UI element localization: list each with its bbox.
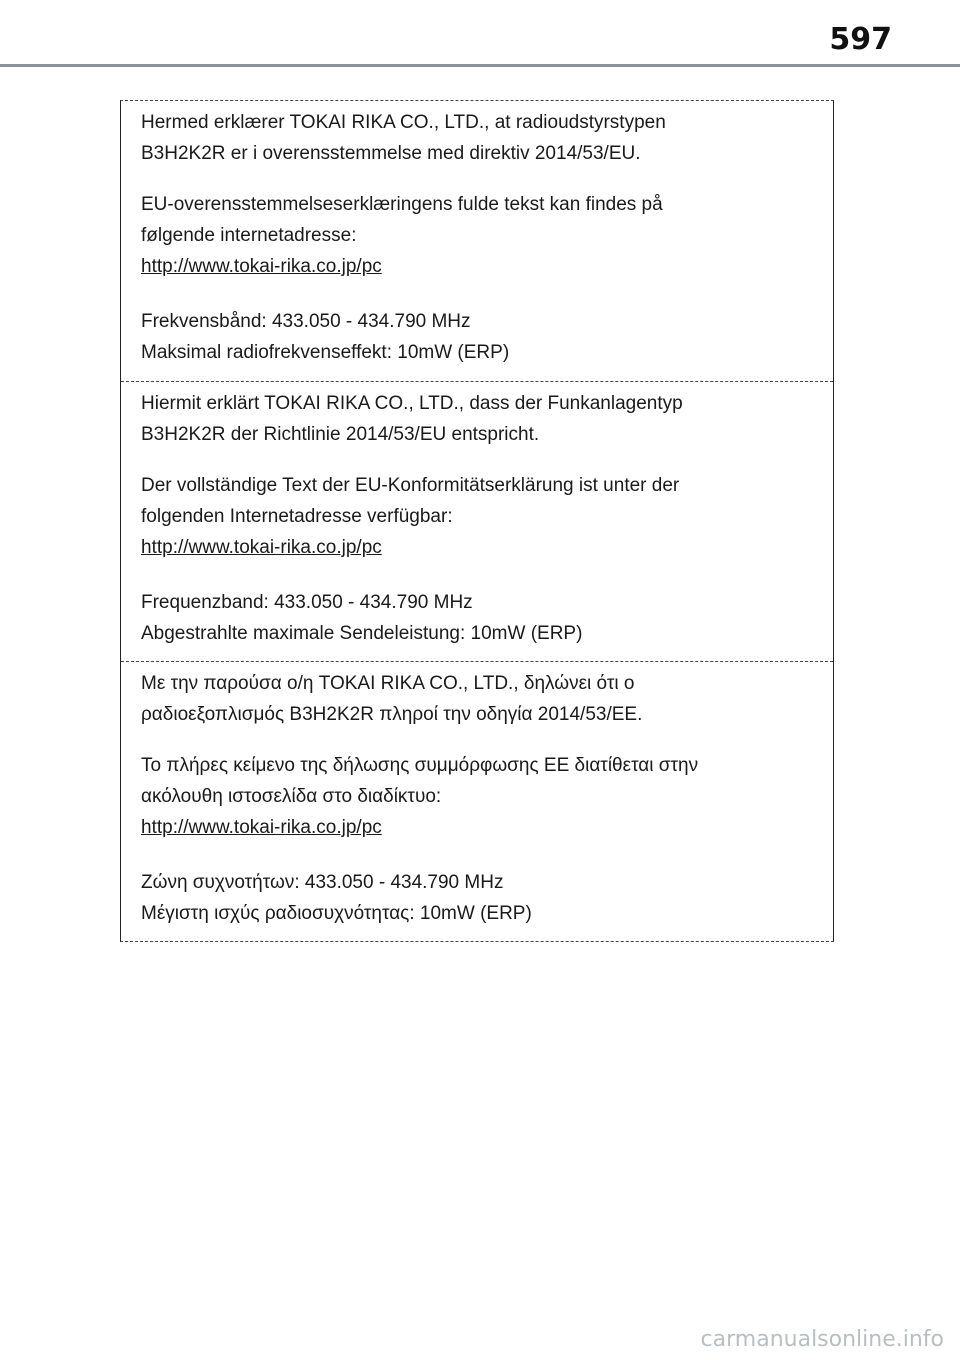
declaration-box <box>120 100 834 942</box>
declaration-line-1: Hiermit erklärt TOKAI RIKA CO., LTD., dass der Funkanlagentyp <box>141 393 683 414</box>
frequency-text: Frequenzband: 433.050 - 434.790 MHz <box>141 592 473 613</box>
fulltext-line-2: ακόλουθη ιστοσελίδα στο διαδίκτυο: <box>141 786 442 807</box>
power-text: Μέγιστη ισχύς ραδιοσυχνότητας: 10mW (ERP) <box>141 903 532 924</box>
declaration-line-2: ραδιοεξοπλισμός B3H2K2R πληροί την οδηγία 2014/53/ΕΕ. <box>141 704 643 725</box>
frequency-text: Ζώνη συχνοτήτων: 433.050 - 434.790 MHz <box>141 872 504 893</box>
declaration-line-2: B3H2K2R der Richtlinie 2014/53/EU entspricht. <box>141 424 540 445</box>
fulltext-line-1: Der vollständige Text der EU-Konformitätserklärung ist unter der <box>141 475 680 496</box>
declaration-line-1: Με την παρούσα ο/η TOKAI RIKA CO., LTD., δηλώνει ότι ο <box>141 673 635 694</box>
page-number: 597 <box>829 22 892 57</box>
header-rule <box>0 64 960 67</box>
section-german <box>121 381 833 661</box>
fulltext-line-1: Το πλήρες κείμενο της δήλωσης συμμόρφωσης ΕΕ διατίθεται στην <box>141 755 699 776</box>
frequency-text: Frekvensbånd: 433.050 - 434.790 MHz <box>141 311 471 332</box>
section-danish <box>121 101 833 381</box>
section-greek <box>121 661 833 941</box>
watermark: carmanualsonline.info <box>700 1327 944 1352</box>
fulltext-line-2: folgenden Internetadresse verfügbar: <box>141 506 453 527</box>
declaration-line-1: Hermed erklærer TOKAI RIKA CO., LTD., at radioudstyrstypen <box>141 112 666 133</box>
power-text: Abgestrahlte maximale Sendeleistung: 10mW (ERP) <box>141 623 583 644</box>
url-link[interactable]: http://www.tokai-rika.co.jp/pc <box>141 537 382 558</box>
fulltext-line-1: EU-overensstemmelseserklæringens fulde tekst kan findes på <box>141 194 663 215</box>
url-link[interactable]: http://www.tokai-rika.co.jp/pc <box>141 256 382 277</box>
declaration-line-2: B3H2K2R er i overensstemmelse med direktiv 2014/53/EU. <box>141 143 641 164</box>
fulltext-line-2: følgende internetadresse: <box>141 225 357 246</box>
url-link[interactable]: http://www.tokai-rika.co.jp/pc <box>141 817 382 838</box>
power-text: Maksimal radiofrekvenseffekt: 10mW (ERP) <box>141 342 510 363</box>
